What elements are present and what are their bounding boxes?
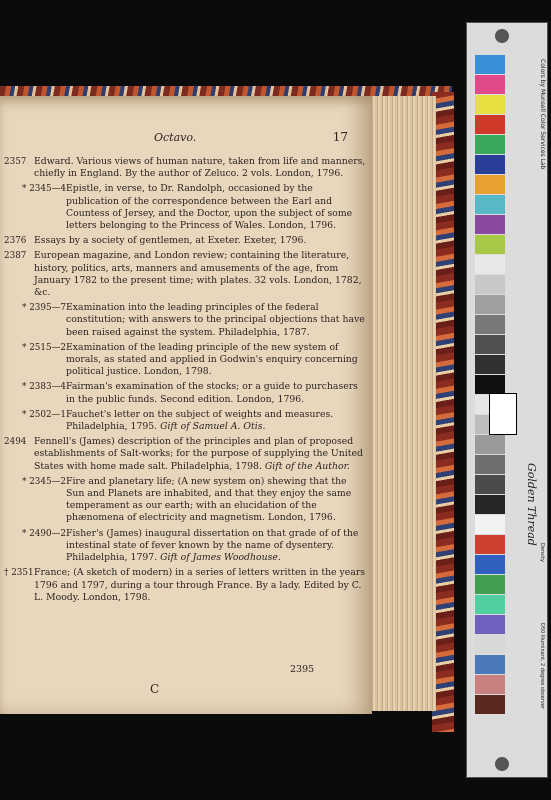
entry-text: Essays by a society of gentlemen, at Exeter. Exeter, 1796. [34,235,307,247]
color-swatch [475,675,505,694]
color-swatch [475,455,505,474]
entry-text: Fennell's (James) description of the principles and plan of proposed establishments of Salt-works; for the purpose of supplying the United States with home made salt. Philadelphia, 1798. [34,436,363,472]
entry-text: Edward. Various views of human nature, taken from life and manners, chiefly in England. By the author of Zeluco. 2 vols. London, 1796. [34,156,366,180]
color-swatch [475,375,505,394]
color-swatch [475,575,505,594]
color-swatch [475,535,505,554]
color-swatch [475,275,505,294]
catalogue-entry [4,156,366,180]
color-swatch [475,635,505,654]
color-swatch [475,295,505,314]
color-swatch [475,435,505,454]
color-swatch [475,75,505,94]
entry-number: * 2383—4 [22,382,66,393]
color-swatch [475,115,505,134]
catchword: 2395 [290,664,315,675]
page-edges [370,96,436,711]
entry-text: Fire and planetary life; (A new system on) shewing that the Sun and Planets are inhabited, and that they enjoy the same temperament as our earth; with an elucidation of the phænomena of electricity and magnetism. London, 1796. [66,475,352,524]
entry-text: Examination into the leading principles of the federal constitution; with answers to the principal objections that have been raised against the system. Philadelphia, 1787. [66,302,365,338]
catalogue-entry [4,342,366,379]
entry-number: * 2515—2 [22,342,66,353]
color-swatches [475,55,505,715]
entry-number: 2376 [4,236,27,247]
running-head [4,132,366,148]
entry-number: * 2345—2 [22,476,66,487]
color-swatch [475,695,505,714]
entry-number: 2357 [4,157,27,167]
punch-hole-top [495,29,509,43]
color-swatch [475,495,505,514]
punch-hole-bottom [495,757,509,771]
entry-gift: Gift of James Woodhouse. [157,552,281,564]
entry-number: 2494 [4,437,27,448]
entry-text: Fisher's (James) inaugural dissertation on that grade of of the intestinal state of fever known by the name of dysentery. Philadelphia, 1797. [66,527,359,564]
entry-number: * 2345—4 [22,184,66,195]
color-swatch [475,595,505,614]
color-swatch [475,315,505,334]
catalogue-entry [4,250,366,299]
color-swatch [475,155,505,174]
entry-gift: Gift of the Author. [261,460,350,472]
scale-ruler [489,393,517,435]
entry-text: European magazine, and London review; containing the literature, history, politics, arts, manners and amusements of the age, from January 1782 to the present time; with plates. 32 vols. London, 1782, &c. [34,250,362,299]
color-swatch [475,355,505,374]
catalogue-entry [4,409,366,433]
entry-text: Fairman's examination of the stocks; or a guide to purchasers in the public funds. Second edition. London, 1796. [66,381,358,405]
entry-text: Epistle, in verse, to Dr. Randolph, occasioned by the publication of the correspondence between the Earl and Countess of Jersey, and the Doctor, upon the subject of some letters belonging to the Princess of Wales. London, 1796. [66,183,353,232]
entry-text: Examination of the leading principle of the new system of morals, as stated and applied in Godwin's enquiry concerning political justice. London, 1798. [66,341,358,378]
catalogue-entry [4,528,366,565]
color-swatch [475,175,505,194]
color-swatch [475,615,505,634]
target-brand: Colors by Munsell Color Services Lab [539,59,546,170]
color-swatch [475,335,505,354]
catalogue-entry [4,381,366,405]
color-swatch [475,555,505,574]
catalogue-entry [4,235,366,247]
color-swatch [475,195,505,214]
target-golden-thread: Golden Thread [525,463,538,546]
color-swatch [475,235,505,254]
target-density-label: Density [539,543,545,563]
entry-gift: Gift of Samuel A. Otis. [157,421,266,433]
color-swatch [475,515,505,534]
catalogue-entry [4,183,366,232]
color-swatch [475,255,505,274]
catalogue-entry [4,436,366,473]
entry-number: † 2351 [4,568,34,579]
entry-number: 2387 [4,251,27,262]
target-illuminant: D50 Illuminant, 2 degree observer [539,623,545,709]
color-swatch [475,655,505,674]
catalogue-entry [4,476,366,525]
color-swatch [475,55,505,74]
color-swatch [475,215,505,234]
color-target [466,22,548,778]
entry-number: * 2502—1 [22,409,66,420]
entry-number: * 2395—7 [22,303,66,314]
entry-text: Fauchet's letter on the subject of weights and measures. Philadelphia, 1795. [66,408,334,433]
catalogue-entry [4,567,366,604]
color-swatch [475,475,505,494]
color-swatch [475,95,505,114]
catalogue-entry [4,302,366,339]
page-number: 17 [332,130,348,144]
entry-number: * 2490—2 [22,528,66,539]
signature-mark: C [150,682,160,696]
running-head-title: Octavo. [154,131,197,144]
entry-text: France; (A sketch of modern) in a series of letters written in the years 1796 and 1797, during a tour through France. By a lady. Edited by C. L. Moody. London, 1798. [34,567,366,603]
color-swatch [475,135,505,154]
catalogue-entries [4,156,366,607]
